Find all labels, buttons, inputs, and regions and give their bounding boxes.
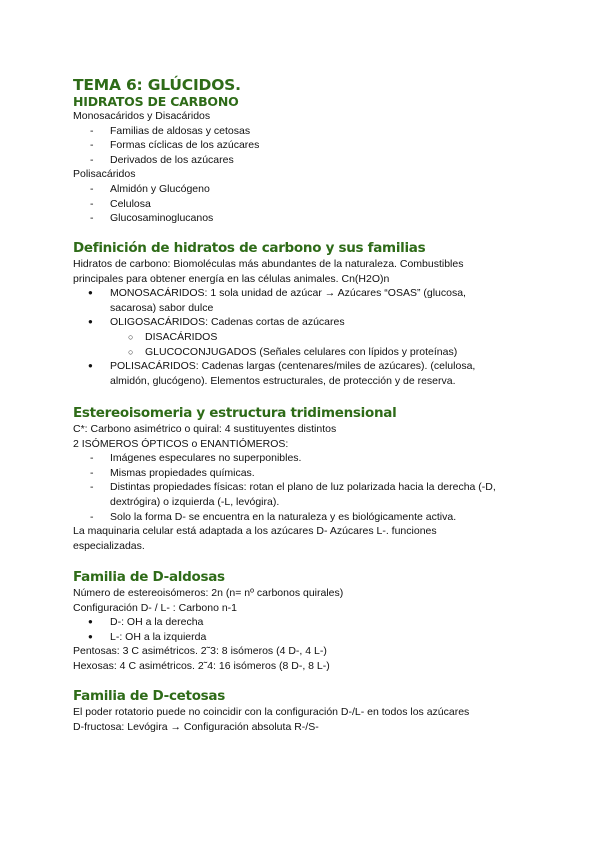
section-heading: Familia de D-cetosas	[73, 688, 225, 704]
paragraph-line: La maquinaria celular está adaptada a los azúcares D- Azúcares L-. funciones	[73, 525, 437, 538]
paragraph-line: Configuración D- / L- : Carbono n-1	[73, 601, 237, 614]
paragraph-line: Hexosas: 4 C asimétricos. 2˜4: 16 isómeros (8 D-, 8 L-)	[73, 659, 330, 672]
bullet-text: sacarosa) sabor dulce	[110, 301, 214, 314]
list-item: - Solo la forma D- se encuentra en la naturaleza y es biológicamente activa.	[73, 510, 560, 525]
bullet-text: POLISACÁRIDOS: Cadenas largas (centenares/miles de azúcares). (celulosa,	[110, 360, 476, 373]
bullet-item: ● L-: OH a la izquierda	[73, 630, 560, 645]
bullet-item	[73, 359, 560, 388]
list-item: - Formas cíclicas de los azúcares	[73, 138, 560, 153]
section-cetosas	[73, 688, 560, 734]
paragraph-line: El poder rotatorio puede no coincidir con la configuración D-/L- en todos los azúcares	[73, 706, 470, 718]
bullet-item: ● OLIGOSACÁRIDOS: Cadenas cortas de azúcares	[73, 315, 560, 330]
list-item: - Mismas propiedades químicas.	[73, 466, 560, 481]
paragraph-line: D-fructosa: Levógira → Configuración absoluta R-/S-	[73, 720, 319, 733]
intro-list	[73, 109, 560, 226]
list-item: - Familias de aldosas y cetosas	[73, 124, 560, 139]
list-item-text: dextrógira) o izquierda (-L, levógira).	[110, 495, 280, 508]
section-heading: Definición de hidratos de carbono y sus familias	[73, 240, 426, 256]
paragraph-line: C*: Carbono asimétrico o quiral: 4 sustituyentes distintos	[73, 423, 337, 435]
sub-bullet-item: ○ DISACÁRIDOS	[73, 330, 560, 345]
paragraph-line: Pentosas: 3 C asimétricos. 2˜3: 8 isómeros (4 D-, 4 L-)	[73, 645, 327, 658]
list-item: - Almidón y Glucógeno	[73, 182, 560, 197]
list-item: - Celulosa	[73, 197, 560, 212]
section-heading: Familia de D-aldosas	[73, 569, 225, 585]
mono-label: Monosacáridos y Disacáridos	[73, 110, 211, 122]
section-definicion	[73, 240, 560, 388]
poli-label: Polisacáridos	[73, 168, 136, 181]
paragraph-line: principales para obtener energía en las células animales. Cn(H2O)n	[73, 272, 390, 285]
sub-bullet-item: ○ GLUCOCONJUGADOS (Señales celulares con lípidos y proteínas)	[73, 345, 560, 360]
section-aldosas	[73, 569, 560, 674]
list-item: - Imágenes especulares no superponibles.	[73, 451, 560, 466]
list-item-text: Distintas propiedades físicas: rotan el plano de luz polarizada hacia la derecha (-D,	[110, 481, 496, 494]
paragraph-line: Hidratos de carbono: Biomoléculas más abundantes de la naturaleza. Combustibles	[73, 258, 464, 270]
title-block	[73, 76, 560, 109]
page-subtitle: HIDRATOS DE CARBONO	[73, 94, 239, 109]
paragraph-line: especializadas.	[73, 539, 145, 552]
list-item	[73, 480, 560, 509]
section-estereoisomeria	[73, 405, 560, 553]
section-heading: Estereoisomeria y estructura tridimensional	[73, 405, 397, 421]
page-title: TEMA 6: GLÚCIDOS.	[73, 76, 241, 94]
bullet-item	[73, 286, 560, 315]
bullet-text: MONOSACÁRIDOS: 1 sola unidad de azúcar → Azúcares “OSAS” (glucosa,	[110, 287, 466, 300]
bullet-text: almidón, glucógeno). Elementos estructurales, de protección y de reserva.	[110, 374, 456, 387]
list-item: - Glucosaminoglucanos	[73, 211, 560, 226]
list-item: - Derivados de los azúcares	[73, 153, 560, 168]
bullet-item: ● D-: OH a la derecha	[73, 615, 560, 630]
paragraph-line: Número de estereoisómeros: 2n (n= nº carbonos quirales)	[73, 587, 344, 599]
paragraph-line: 2 ISÓMEROS ÓPTICOS o ENANTIÓMEROS:	[73, 437, 289, 450]
